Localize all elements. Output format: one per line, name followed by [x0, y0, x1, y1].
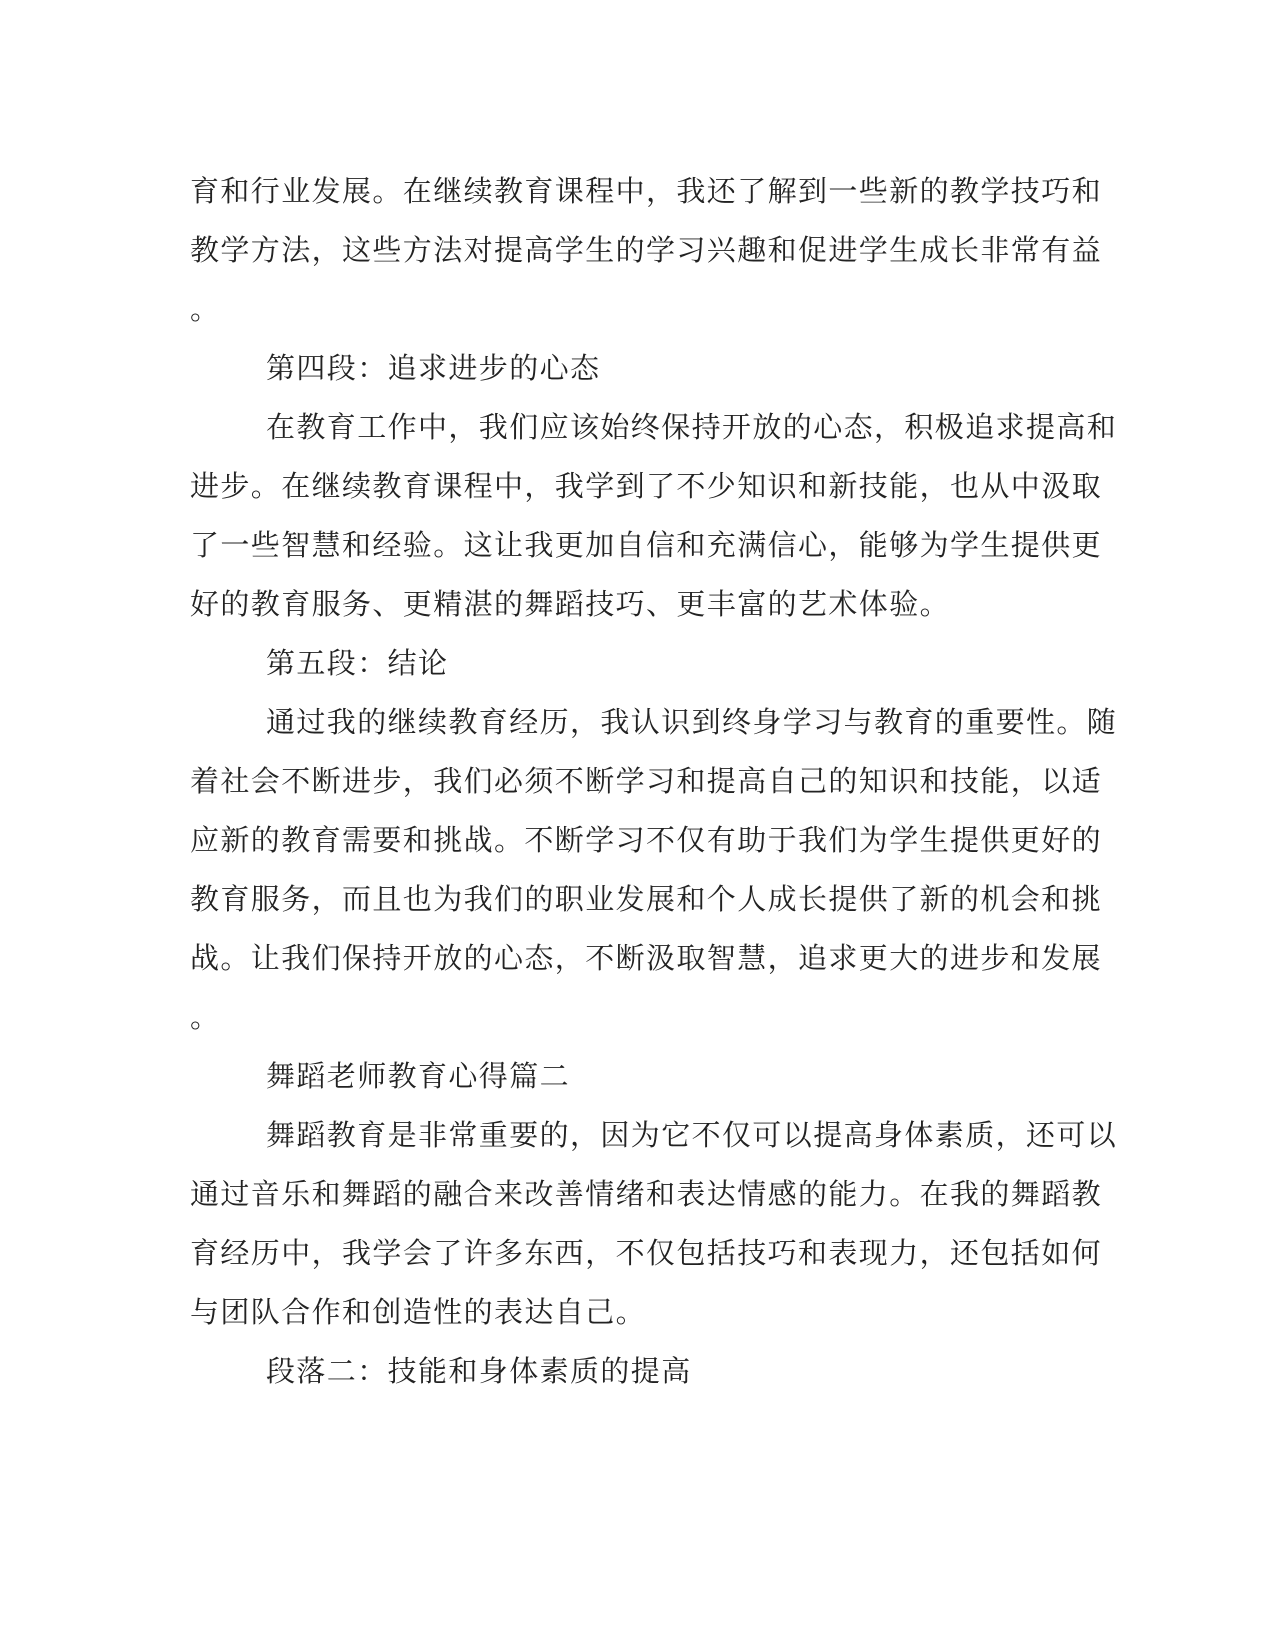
body-text-line: 好的教育服务、更精湛的舞蹈技巧、更丰富的艺术体验。: [190, 587, 951, 621]
body-text-line: 舞蹈教育是非常重要的，因为它不仅可以提高身体素质，还可以: [266, 1118, 1118, 1152]
body-text-line: 着社会不断进步，我们必须不断学习和提高自己的知识和技能，以适: [190, 764, 1103, 798]
section-heading-4: 第四段：追求进步的心态: [266, 351, 601, 385]
body-text-line: 育和行业发展。在继续教育课程中，我还了解到一些新的教学技巧和: [190, 174, 1103, 208]
body-text-line: 教学方法，这些方法对提高学生的学习兴趣和促进学生成长非常有益: [190, 233, 1103, 267]
article-title: 舞蹈老师教育心得篇二: [266, 1059, 571, 1093]
body-text-line: 进步。在继续教育课程中，我学到了不少知识和新技能，也从中汲取: [190, 469, 1103, 503]
body-text-line: 育经历中，我学会了许多东西，不仅包括技巧和表现力，还包括如何: [190, 1236, 1103, 1270]
body-text-line: 了一些智慧和经验。这让我更加自信和充满信心，能够为学生提供更: [190, 528, 1103, 562]
body-text-line: 应新的教育需要和挑战。不断学习不仅有助于我们为学生提供更好的: [190, 823, 1103, 857]
section-heading-2: 段落二：技能和身体素质的提高: [266, 1354, 692, 1388]
body-text-line: 通过音乐和舞蹈的融合来改善情绪和表达情感的能力。在我的舞蹈教: [190, 1177, 1103, 1211]
body-text-line: 在教育工作中，我们应该始终保持开放的心态，积极追求提高和: [266, 410, 1118, 444]
body-text-line: 。: [190, 292, 221, 326]
body-text-line: 通过我的继续教育经历，我认识到终身学习与教育的重要性。随: [266, 705, 1118, 739]
body-text-line: 战。让我们保持开放的心态，不断汲取智慧，追求更大的进步和发展: [190, 941, 1103, 975]
body-text-line: 教育服务，而且也为我们的职业发展和个人成长提供了新的机会和挑: [190, 882, 1103, 916]
body-text-line: 。: [190, 1000, 221, 1034]
section-heading-5: 第五段：结论: [266, 646, 449, 680]
body-text-line: 与团队合作和创造性的表达自己。: [190, 1295, 647, 1329]
